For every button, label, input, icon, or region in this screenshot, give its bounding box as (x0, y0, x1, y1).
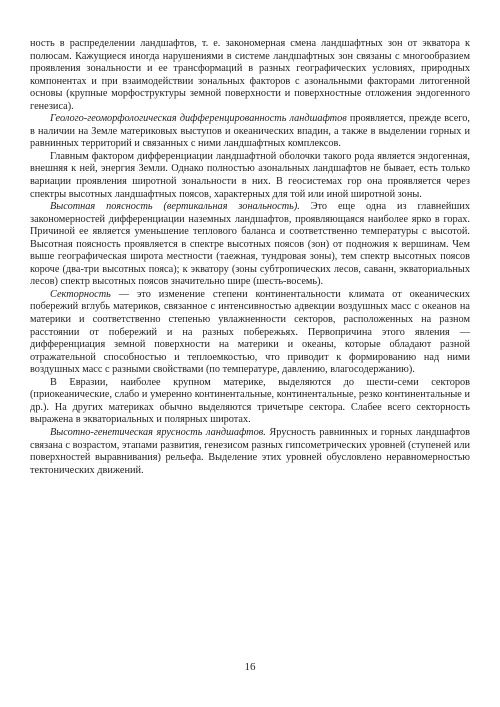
paragraph-7-term: Высотно-генетическая ярусность ландшафтов. (50, 426, 266, 438)
paragraph-6 (30, 377, 470, 427)
paragraph-2-term: Геолого-геоморфологическая дифференцированность ландшафтов (50, 113, 347, 125)
paragraph-4-term: Высотная поясность (вертикальная зональность). (50, 201, 300, 213)
paragraph-7 (30, 427, 470, 477)
paragraph-4-text: Это еще одна из главнейших закономерностей дифференциации наземных ландшафтов, проявляющаяся наиболее ярко в горах. Причиной ее является уменьшение теплового баланса и соответственно температуры с высотой. Высотная поясность проявляется в спектре высотных поясов (зон) от подножия к вершинам. Чем выше географическая широта местности (таежная, тундровая зоны), тем спектр высотных поясов короче (два-три высотных пояса); к экватору (зоны субтропических лесов, саванн, экваториальных лесов) спектр высотных поясов значительно шире (шесть-восемь). (30, 201, 470, 288)
paragraph-4 (30, 201, 470, 289)
paragraph-6-text: В Евразии, наиболее крупном материке, выделяются до шести-семи секторов (приокеанические, слабо и умеренно континентальные, континентальные, резко континентальные и др.). На других материках обычно выделяются тричетыре сектора. Слабее всего секторность выражена в экваториальных и полярных широтах. (30, 376, 470, 426)
paragraph-1-text: ность в распределении ландшафтов, т. е. закономерная смена ландшафтных зон от экватора к полюсам. Кажущиеся иногда нарушениями в системе ландшафтных зон связаны с многообразием проявления зональности и ее трансформаций в разных географических условиях, природных компонентах и при взаимодействии зональных факторов с азональными факторами литогенной основы (крупные морфоструктуры земной поверхности и поверхностные отложения эндогенного генезиса). (30, 38, 470, 112)
paragraph-2-text: проявляется, прежде всего, в наличии на Земле материковых выступов и океанических впадин, а также в выделении горных и равнинных территорий и связанных с ними ландшафтных комплексов. (30, 113, 470, 150)
paragraph-3 (30, 151, 470, 201)
paragraph-5 (30, 289, 470, 377)
paragraph-7-text: Ярусность равнинных и горных ландшафтов связана с возрастом, этапами развития, генезисом разных гипсометрических уровней (ступеней или поверхностей выравнивания) рельефа. Выделение этих уровней обусловлено неравномерностью тектонических движений. (30, 426, 470, 476)
paragraph-1 (30, 38, 470, 113)
document-page (30, 38, 470, 477)
paragraph-5-text: — это изменение степени континентальности климата от океанических побережий вглубь материков, связанное с интенсивностью адвекции воздушных масс с океанов на материки и соответственно степенью увлажненности секторов, расположенных на разном расстоянии от побережий и на разных побережьях. Первопричина этого явления — дифференциация земной поверхности на материки и океаны, которые обладают разной отражательной способностью и теплоемкостью, что приводит к формированию над ними воздушных масс с разными свойствами (по температуре, давлению, влагосодержанию). (30, 288, 470, 376)
paragraph-2 (30, 113, 470, 151)
page-number: 16 (244, 661, 256, 673)
paragraph-3-text: Главным фактором дифференциации ландшафтной оболочки такого рода является эндогенная, внешняя к ней, энергия Земли. Однако полностью азональных ландшафтов не бывает, есть только вариации проявления широтной зональности в них. В геосистемах гор она проявляется через спектры высотных ландшафтных поясов, характерных для той или иной широтной зоны. (30, 150, 470, 200)
paragraph-5-term: Секторность (50, 288, 111, 300)
